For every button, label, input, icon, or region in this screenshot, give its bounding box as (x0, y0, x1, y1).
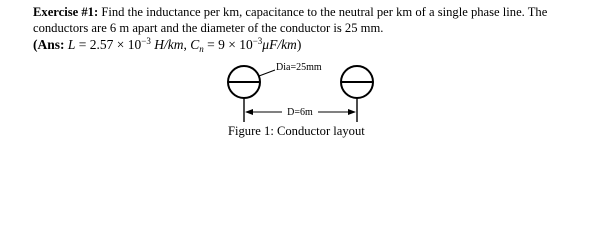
answer-C-unit: μF/km (262, 37, 297, 52)
answer-L-symbol: L (67, 37, 76, 52)
distance-label: D=6m (287, 107, 313, 118)
exercise-body-line-1: Find the inductance per km, capacitance to the neutral per km of a single phase line. The (98, 5, 548, 19)
answer-C-subscript: n (199, 44, 204, 54)
figure-caption: Figure 1: Conductor layout (228, 124, 365, 138)
left-conductor (228, 66, 260, 122)
dia-label: Dia=25mm (276, 62, 322, 73)
dia-leader-line (259, 70, 275, 76)
answer-L-value: = 2.57 × 10 (75, 37, 142, 52)
right-conductor (341, 66, 373, 122)
answer-separator: , (183, 37, 191, 52)
answer-L-unit: H/km (150, 37, 184, 52)
exercise-heading: Exercise #1: (33, 5, 99, 19)
answer-C-exponent: −3 (252, 36, 263, 46)
answer-L-exponent: −3 (141, 36, 151, 46)
exercise-body-line-2: conductors are 6 m apart and the diameter of the conductor is 25 mm. (33, 20, 384, 35)
answer-C-symbol: C (190, 37, 200, 52)
answer-label: Ans: (37, 37, 65, 52)
answer-C-value: = 9 × 10 (203, 37, 253, 52)
answer-close-paren: ) (296, 37, 302, 52)
answer-open-paren: ( (33, 37, 38, 52)
